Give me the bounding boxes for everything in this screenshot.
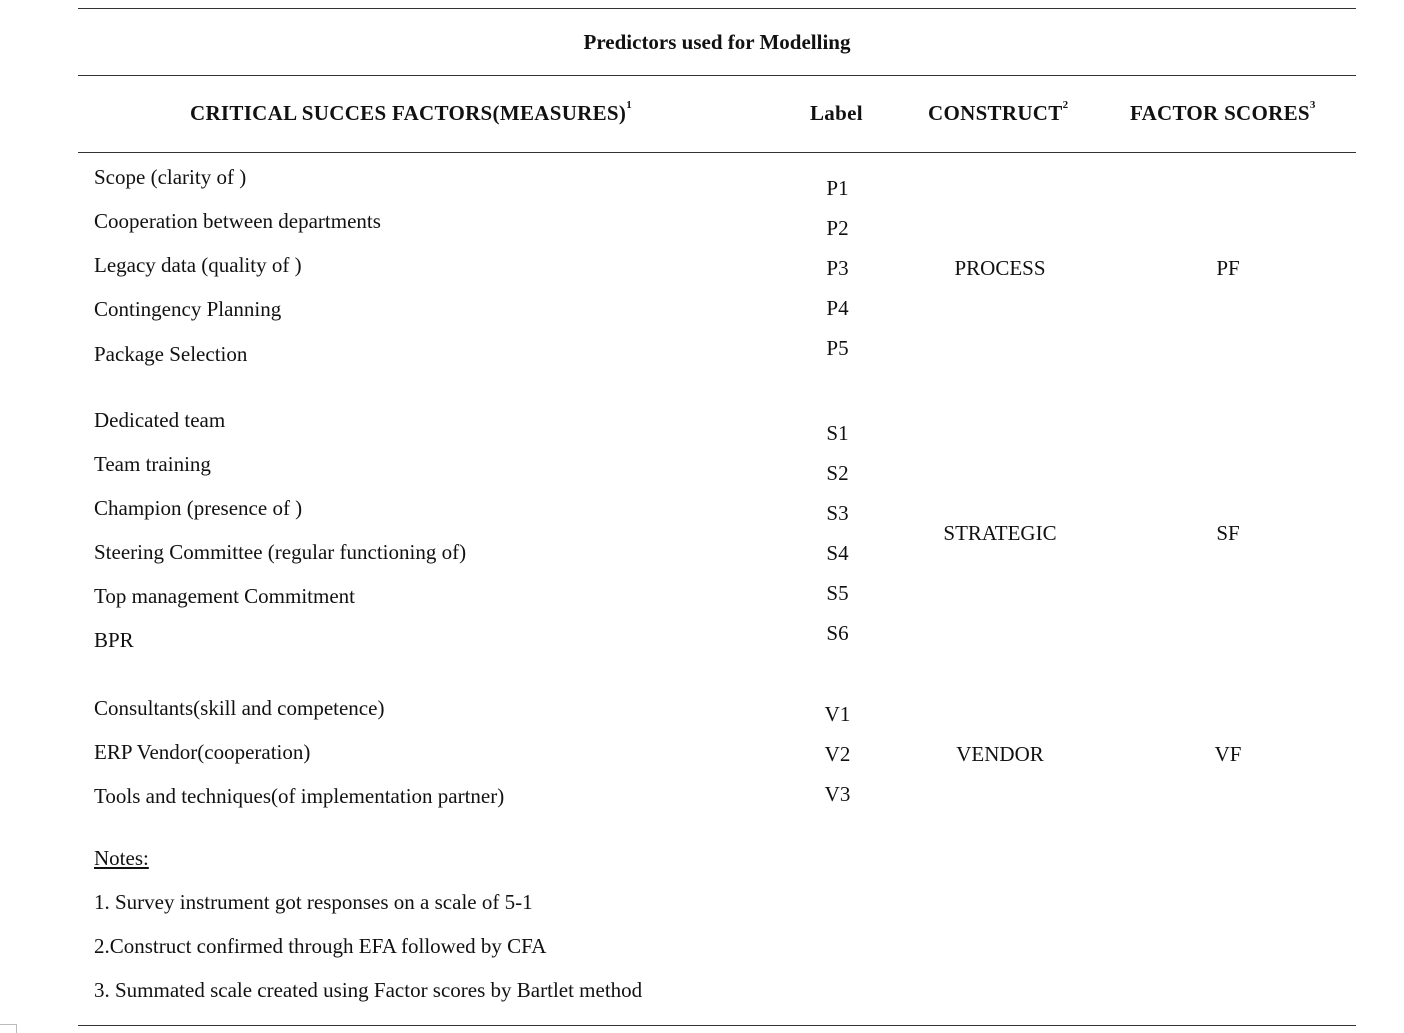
note-item: 3. Summated scale created using Factor scores by Bartlet method bbox=[94, 978, 643, 1002]
top-rule bbox=[78, 8, 1356, 9]
factor-score-cell: PF bbox=[1216, 256, 1240, 280]
label-cell: S6 bbox=[826, 621, 849, 645]
construct-cell: PROCESS bbox=[954, 256, 1046, 280]
label-cell: V3 bbox=[824, 782, 851, 806]
factor-cell: BPR bbox=[94, 628, 134, 652]
header-label: Label bbox=[810, 101, 863, 125]
factor-cell: Tools and techniques(of implementation partner) bbox=[94, 784, 505, 808]
construct-cell: STRATEGIC bbox=[943, 521, 1057, 545]
title-rule bbox=[78, 75, 1356, 76]
factor-cell: Steering Committee (regular functioning of) bbox=[94, 540, 467, 564]
label-cell: P1 bbox=[826, 176, 849, 200]
factor-cell: Package Selection bbox=[94, 342, 248, 366]
factor-cell: Consultants(skill and competence) bbox=[94, 696, 385, 720]
factor-cell: Team training bbox=[94, 452, 211, 476]
header-factor-scores: FACTOR SCORES$^3$ bbox=[1130, 99, 1316, 125]
table-title: Predictors used for Modelling bbox=[583, 30, 851, 54]
factor-cell: Champion (presence of ) bbox=[94, 496, 303, 520]
header-construct: CONSTRUCT$^2$ bbox=[928, 99, 1069, 125]
label-cell: P2 bbox=[826, 216, 849, 240]
factor-cell: Top management Commitment bbox=[94, 584, 355, 608]
label-cell: S4 bbox=[826, 541, 849, 565]
note-item: 2.Construct confirmed through EFA followed by CFA bbox=[94, 934, 547, 958]
factor-cell: Dedicated team bbox=[94, 408, 226, 432]
factor-cell: Scope (clarity of ) bbox=[94, 165, 247, 189]
factor-cell: Legacy data (quality of ) bbox=[94, 253, 302, 277]
label-cell: S5 bbox=[826, 581, 849, 605]
label-cell: V2 bbox=[824, 742, 851, 766]
label-cell: S3 bbox=[826, 501, 849, 525]
bottom-rule bbox=[78, 1025, 1356, 1026]
factor-score-cell: SF bbox=[1216, 521, 1240, 545]
header-rule bbox=[78, 152, 1356, 153]
note-item: 1. Survey instrument got responses on a scale of 5-1 bbox=[94, 890, 533, 914]
label-cell: P3 bbox=[826, 256, 849, 280]
label-cell: S2 bbox=[826, 461, 849, 485]
header-factors: CRITICAL SUCCES FACTORS(MEASURES)$^1$ bbox=[190, 99, 632, 125]
factor-cell: ERP Vendor(cooperation) bbox=[94, 740, 311, 764]
factor-cell: Contingency Planning bbox=[94, 297, 282, 321]
construct-cell: VENDOR bbox=[956, 742, 1044, 766]
notes-heading: Notes: bbox=[94, 846, 149, 870]
label-cell: P5 bbox=[826, 336, 849, 360]
label-cell: S1 bbox=[826, 421, 849, 445]
label-cell: P4 bbox=[826, 296, 849, 320]
factor-cell: Cooperation between departments bbox=[94, 209, 381, 233]
label-cell: V1 bbox=[824, 702, 851, 726]
factor-score-cell: VF bbox=[1214, 742, 1242, 766]
